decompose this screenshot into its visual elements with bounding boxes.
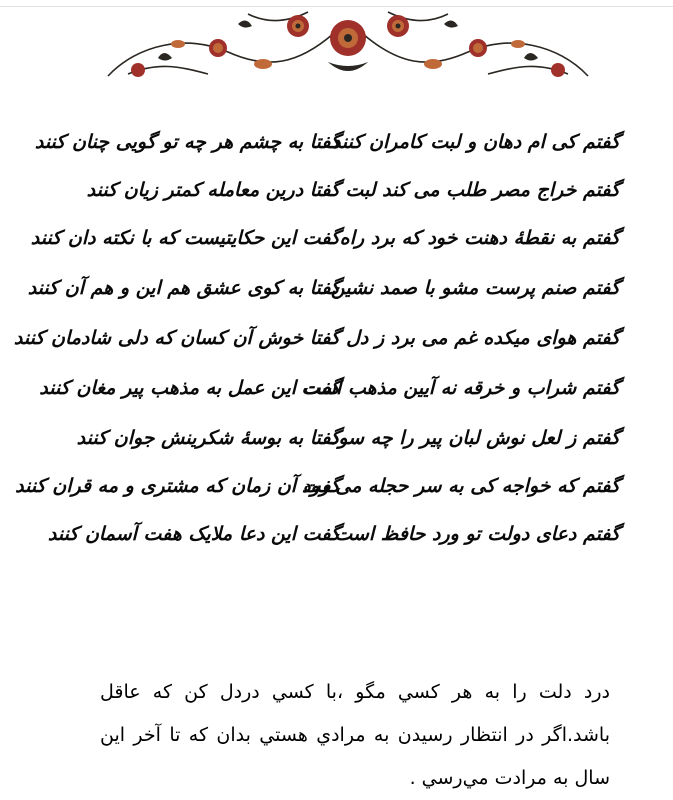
couplet: [86, 166, 620, 214]
hemistich-second: گفتا درین معامله کمتر زیان کنند: [86, 179, 340, 201]
hemistich-first: گفتم شراب و خرقه نه آیین مذهب است: [301, 377, 620, 399]
hemistich-second: گفت این دعا ملایک هفت آسمان کنند: [47, 523, 340, 545]
hemistich-first: گفتم صنم پرست مشو با صمد نشین: [330, 277, 620, 299]
hemistich-second: گفت آن زمان که مشتری و مه قران کنند: [15, 475, 340, 497]
hemistich-second: گفتا به بوسهٔ شکرینش جوان کنند: [76, 427, 340, 449]
couplet: [39, 364, 620, 412]
poem: [13, 118, 620, 558]
hemistich-second: گفت این عمل به مذهب پیر مغان کنند: [39, 377, 340, 399]
hemistich-first: گفتم به نقطهٔ دهنت خود که برد راه: [339, 227, 620, 249]
floral-ornament-icon: [98, 4, 598, 84]
couplet: [30, 214, 620, 262]
couplet: [13, 314, 620, 362]
hemistich-first: گفتم دعای دولت تو ورد حافظ است: [334, 523, 620, 545]
fortune-text: درد دلت را به هر کسي مگو ،با کسي دردل کن که عاقل باشد.اگر در انتظار رسيدن به مرادي هستي بدان که تا آخر اين سال به مرادت مي‌رسي .: [100, 681, 610, 789]
hemistich-second: گفتا خوش آن کسان که دلی شادمان کنند: [13, 327, 340, 349]
hemistich-first: گفتم هوای میکده غم می برد ز دل: [346, 327, 620, 349]
hemistich-second: گفتا به چشم هر چه تو گویی چنان کنند: [34, 131, 340, 153]
hemistich-first: گفتم که خواجه کی به سر حجله می رود: [301, 475, 620, 497]
couplet: [27, 264, 620, 312]
couplet: [47, 510, 620, 558]
hemistich-first: گفتم ز لعل نوش لبان پیر را چه سود: [329, 427, 620, 449]
hemistich-second: گفت این حکایتیست که با نکته دان کنند: [30, 227, 340, 249]
couplet: [15, 462, 620, 510]
hemistich-first: گفتم خراج مصر طلب می کند لبت: [345, 179, 620, 201]
couplet: [34, 118, 620, 166]
hemistich-second: گفتا به کوی عشق هم این و هم آن کنند: [27, 277, 340, 299]
hemistich-first: گفتم کی ام دهان و لبت کامران کنند: [331, 131, 620, 153]
couplet: [76, 414, 620, 462]
